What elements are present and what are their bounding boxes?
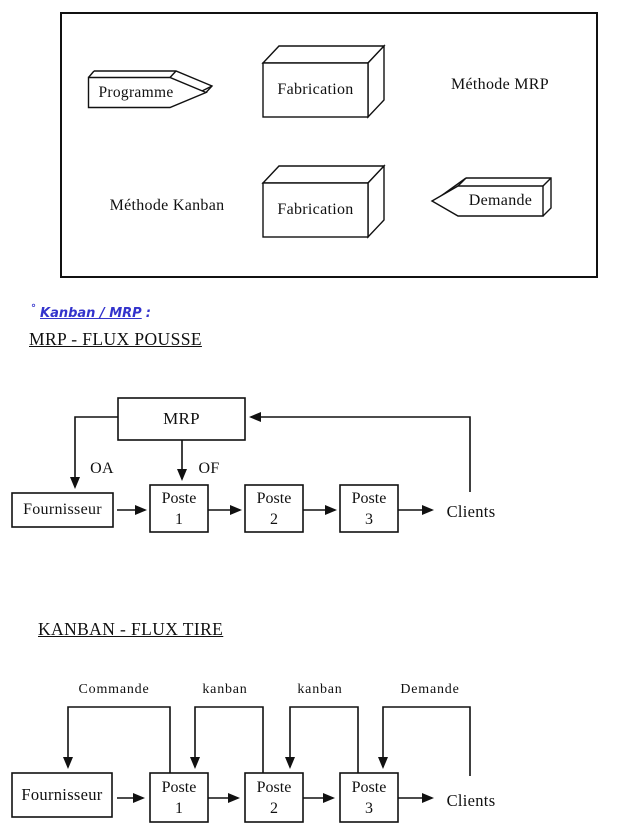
kanban-poste1-box-label [150, 773, 208, 822]
kanban-poste3-box-label [340, 773, 398, 822]
mrp-poste3-box-label [340, 485, 398, 532]
kanban-fournisseur-box-label: Fournisseur [21, 785, 103, 804]
kanban-section-heading: KANBAN - FLUX TIRE [38, 619, 224, 639]
demande-shape-label: Demande [468, 192, 533, 209]
mrp-poste2-box-label [245, 485, 303, 532]
mrp-poste1-box-label [150, 485, 208, 532]
poste-name: Poste [256, 489, 292, 507]
poste-number: 2 [270, 799, 278, 817]
poste-name: Poste [351, 778, 387, 796]
degree-bullet: ° [31, 303, 36, 314]
kanban-poste2-box-label [245, 773, 303, 822]
methode-mrp-label: Méthode MRP [451, 76, 549, 93]
note-line [31, 303, 151, 321]
kanban-flow-label-1: kanban [202, 682, 248, 697]
poste-number: 2 [270, 510, 278, 528]
commande-flow-label: Commande [78, 682, 150, 697]
poste-name: Poste [351, 489, 387, 507]
poste-name: Poste [161, 778, 197, 796]
programme-label: Programme [98, 83, 174, 101]
methode-kanban-label: Méthode Kanban [109, 197, 225, 214]
poste-number: 3 [365, 510, 373, 528]
fabrication-top-label: Fabrication [277, 81, 354, 98]
poste-number: 1 [175, 510, 183, 528]
poste-number: 1 [175, 799, 183, 817]
poste-name: Poste [256, 778, 292, 796]
fabrication-bottom-label: Fabrication [277, 201, 354, 218]
of-arrow-label: OF [198, 460, 220, 477]
kanban-mrp-link[interactable]: Kanban / MRP [40, 306, 142, 321]
kanban-flow-label-2: kanban [297, 682, 343, 697]
note-suffix: : [145, 306, 151, 321]
mrp-clients-label: Clients [446, 502, 496, 521]
poste-number: 3 [365, 799, 373, 817]
mrp-fournisseur-box-label: Fournisseur [23, 501, 102, 518]
demande-flow-label: Demande [400, 682, 460, 697]
oa-arrow-label: OA [90, 460, 114, 477]
mrp-controller-box-label: MRP [163, 409, 200, 428]
mrp-section-heading: MRP - FLUX POUSSE [29, 329, 202, 349]
poste-name: Poste [161, 489, 197, 507]
kanban-clients-label: Clients [446, 791, 496, 810]
